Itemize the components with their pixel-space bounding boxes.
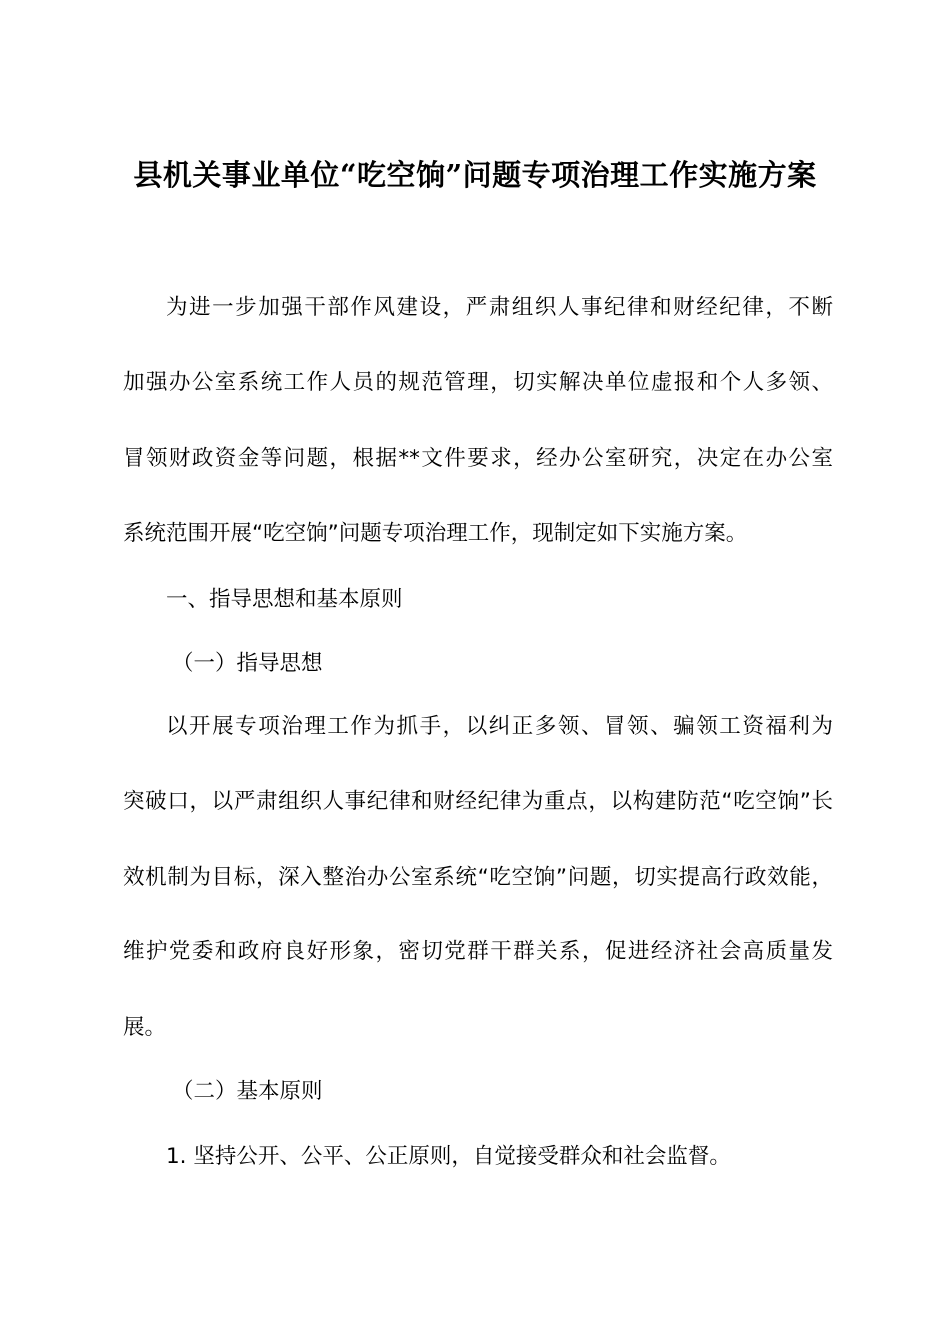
subsection-heading-2: （二）基本原则 <box>172 1079 323 1104</box>
document-title: 县机关事业单位“吃空饷”问题专项治理工作实施方案 <box>133 158 817 192</box>
intro-line-1: 为进一步加强干部作风建设，严肃组织人事纪律和财经纪律，不断 <box>166 295 833 320</box>
principle-item-1: 1. 坚持公开、公平、公正原则，自觉接受群众和社会监督。 <box>166 1144 731 1169</box>
intro-line-2: 加强办公室系统工作人员的规范管理，切实解决单位虚报和个人多领、 <box>123 370 833 395</box>
section-heading-1: 一、指导思想和基本原则 <box>166 587 403 612</box>
guiding-line-3: 效机制为目标，深入整治办公室系统“吃空饷”问题，切实提高行政效能， <box>123 865 833 890</box>
subsection-heading-1: （一）指导思想 <box>172 651 323 676</box>
guiding-line-1: 以开展专项治理工作为抓手，以纠正多领、冒领、骗领工资福利为 <box>166 714 833 739</box>
guiding-line-2: 突破口，以严肃组织人事纪律和财经纪律为重点，以构建防范“吃空饷”长 <box>123 789 833 814</box>
intro-line-3: 冒领财政资金等问题，根据**文件要求，经办公室研究，决定在办公室 <box>123 446 833 471</box>
guiding-line-4: 维护党委和政府良好形象，密切党群干群关系，促进经济社会高质量发 <box>123 939 833 964</box>
guiding-line-5: 展。 <box>123 1015 167 1040</box>
intro-line-4: 系统范围开展“吃空饷”问题专项治理工作，现制定如下实施方案。 <box>123 521 748 546</box>
